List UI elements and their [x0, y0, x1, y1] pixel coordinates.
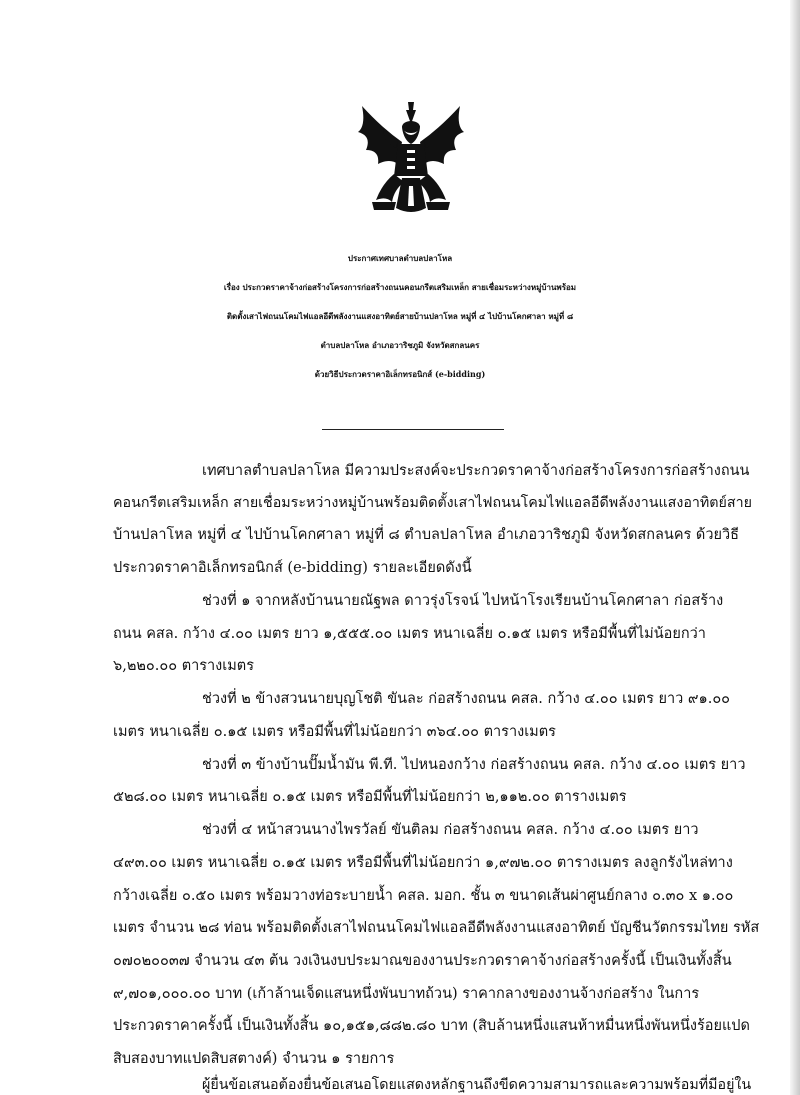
body-line-2: คอนกรีตเสริมเหล็ก สายเชื่อมระหว่างหมู่บ้านพร้อมติดตั้งเสาไฟถนนโคมไฟแอลอีดีพลังงานแสงอาทิตย์สาย — [113, 495, 752, 511]
median-price-words-line: สิบสองบาทแปดสิบสตางค์) จำนวน ๑ รายการ — [113, 1051, 395, 1067]
section-3-line-2: ๕๒๘.๐๐ เมตร หนาเฉลี่ย ๐.๑๕ เมตร หรือมีพื้นที่ไม่น้อยกว่า ๒,๑๑๒.๐๐ ตารางเมตร — [113, 789, 627, 805]
section-4-line-2: ๔๙๓.๐๐ เมตร หนาเฉลี่ย ๐.๑๕ เมตร หรือมีพื้นที่ไม่น้อยกว่า ๑,๙๗๒.๐๐ ตารางเมตร ลงลูกรังไหล่ทาง — [113, 855, 733, 871]
body-line-1: เทศบาลตำบลปลาโหล มีความประสงค์จะประกวดราคาจ้างก่อสร้างโครงการก่อสร้างถนน — [202, 463, 750, 479]
announcement-header — [0, 244, 800, 389]
header-subject-line-2: ติดตั้งเสาไฟถนนโคมไฟแอลอีดีพลังงานแสงอาทิตย์สายบ้านปลาโหล หมู่ที่ ๔ ไปบ้านโคกศาลา หมู่ที่ ๘ — [226, 311, 574, 321]
section-2-line-2: เมตร หนาเฉลี่ย ๐.๑๕ เมตร หรือมีพื้นที่ไม่น้อยกว่า ๓๖๔.๐๐ ตารางเมตร — [113, 724, 556, 740]
section-1-line-2: ถนน คสล. กว้าง ๔.๐๐ เมตร ยาว ๑,๕๕๕.๐๐ เมตร หนาเฉลี่ย ๐.๑๕ เมตร หรือมีพื้นที่ไม่น้อยกว่า — [113, 626, 706, 642]
header-subject-line-3: ตำบลปลาโหล อำเภอวาริชภูมิ จังหวัดสกลนคร — [320, 340, 480, 350]
section-1-line-3: ๖,๒๒๐.๐๐ ตารางเมตร — [113, 658, 254, 674]
section-4-line-4: เมตร จำนวน ๒๘ ท่อน พร้อมติดตั้งเสาไฟถนนโคมไฟแอลอีดีพลังงานแสงอาทิตย์ บัญชีนวัตกรรมไทย รหัส — [113, 920, 760, 936]
bidder-requirement-line: ผู้ยื่นข้อเสนอต้องยื่นข้อเสนอโดยแสดงหลักฐานถึงขีดความสามารถและความพร้อมที่มีอยู่ใน — [202, 1077, 752, 1093]
section-3-line-1: ช่วงที่ ๓ ข้างบ้านปั๊มน้ำมัน พี.ที. ไปหนองกว้าง ก่อสร้างถนน คสล. กว้าง ๔.๐๐ เมตร ยาว — [202, 757, 746, 773]
budget-line: ๙,๗๐๑,๐๐๐.๐๐ บาท (เก้าล้านเจ็ดแสนหนึ่งพันบาทถ้วน) ราคากลางของงานจ้างก่อสร้าง ในการ — [113, 986, 700, 1002]
section-2-line-1: ช่วงที่ ๒ ข้างสวนนายบุญโชติ ขันละ ก่อสร้างถนน คสล. กว้าง ๔.๐๐ เมตร ยาว ๙๑.๐๐ — [202, 691, 731, 707]
header-subject-line-4: ด้วยวิธีประกวดราคาอิเล็กทรอนิกส์ (e-bidding) — [314, 369, 486, 379]
body-line-4: ประกวดราคาอิเล็กทรอนิกส์ (e-bidding) รายละเอียดดังนี้ — [113, 560, 472, 576]
header-divider — [322, 429, 504, 430]
body-line-3: บ้านปลาโหล หมู่ที่ ๔ ไปบ้านโคกศาลา หมู่ที่ ๘ ตำบลปลาโหล อำเภอวาริชภูมิ จังหวัดสกลนคร ด้วยวิธี — [113, 527, 739, 543]
median-price-line: ประกวดราคาครั้งนี้ เป็นเงินทั้งสิ้น ๑๐,๑๕๑,๘๘๒.๘๐ บาท (สิบล้านหนึ่งแสนห้าหมื่นหนึ่งพันหนึ่งร้อยแปด — [113, 1018, 750, 1034]
page-edge-shadow — [790, 0, 800, 1095]
section-4-line-1: ช่วงที่ ๔ หน้าสวนนางไพรวัลย์ ขันติลม ก่อสร้างถนน คสล. กว้าง ๔.๐๐ เมตร ยาว — [202, 822, 699, 838]
garuda-emblem-icon — [352, 98, 470, 218]
header-title: ประกาศเทศบาลตำบลปลาโหล — [347, 253, 453, 263]
section-4-line-3: กว้างเฉลี่ย ๐.๕๐ เมตร พร้อมวางท่อระบายน้ำ คสล. มอก. ชั้น ๓ ขนาดเส้นผ่าศูนย์กลาง ๐.๓๐ x ๑.๐๐ — [113, 888, 734, 904]
section-4-line-5: ๐๗๐๒๐๐๓๗ จำนวน ๔๓ ต้น วงเงินงบประมาณของงานประกวดราคาจ้างก่อสร้างครั้งนี้ เป็นเงินทั้งสิ้น — [113, 953, 732, 969]
header-subject-line-1: เรื่อง ประกวดราคาจ้างก่อสร้างโครงการก่อสร้างถนนคอนกรีตเสริมเหล็ก สายเชื่อมระหว่างหมู่บ้านพร้อม — [223, 282, 577, 292]
section-1-line-1: ช่วงที่ ๑ จากหลังบ้านนายณัฐพล ดาวรุ่งโรจน์ ไปหน้าโรงเรียนบ้านโคกศาลา ก่อสร้าง — [202, 593, 724, 609]
